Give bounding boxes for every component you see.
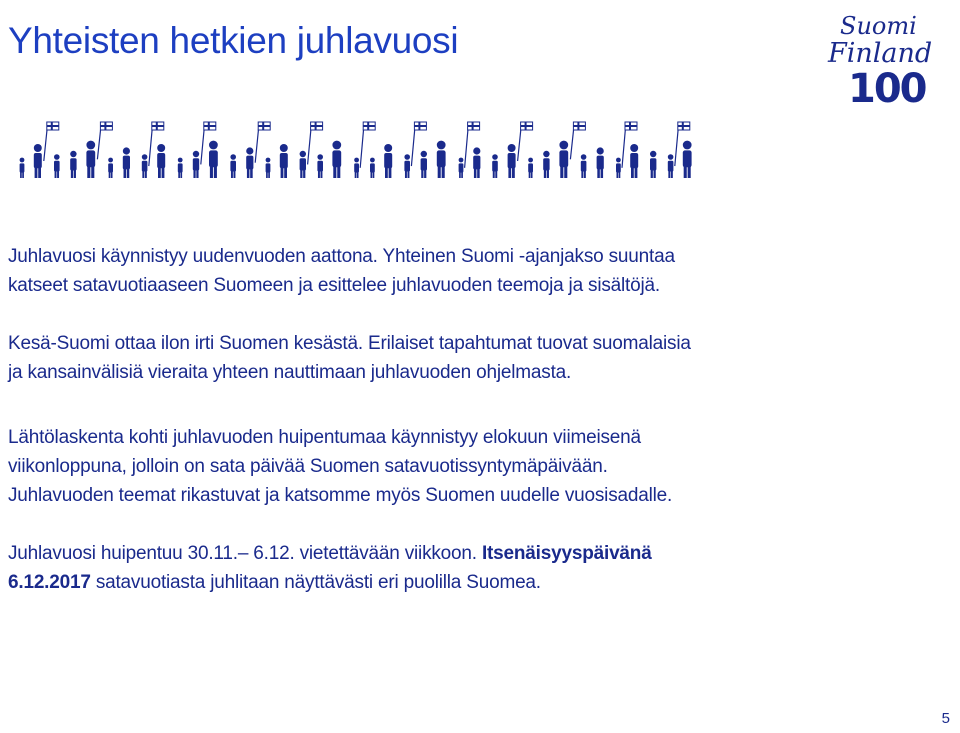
person-figure bbox=[20, 158, 25, 178]
person-figure bbox=[157, 144, 165, 178]
person-figure bbox=[178, 158, 183, 178]
crowd-with-flags-illustration bbox=[14, 118, 704, 184]
person-figure bbox=[70, 151, 76, 178]
person-figure bbox=[421, 151, 427, 178]
person-figure bbox=[384, 144, 392, 178]
person-figure bbox=[317, 154, 323, 178]
person-figure bbox=[473, 147, 480, 178]
person-figure bbox=[543, 151, 549, 178]
paragraph-1 bbox=[8, 242, 908, 300]
person-figure bbox=[266, 158, 271, 178]
person-figure bbox=[280, 144, 288, 178]
person-figure bbox=[650, 151, 656, 178]
logo-line2: Finland bbox=[828, 38, 933, 69]
closing-line-2-text: satavuotiasta juhlitaan näyttävästi eri puolilla Suomea. bbox=[90, 572, 541, 593]
person-figure bbox=[123, 147, 130, 178]
person-figure bbox=[630, 144, 638, 178]
closing-line-2-date: 6.12.2017 bbox=[8, 572, 91, 593]
person-figure bbox=[332, 141, 341, 178]
person-figure bbox=[597, 147, 604, 178]
paragraph-3-line-3: Juhlavuoden teemat rikastuvat ja katsomme myös Suomen uudelle vuosisadalle. bbox=[8, 485, 673, 506]
person-figure bbox=[492, 154, 498, 178]
closing-paragraph bbox=[8, 539, 908, 597]
logo-line3: 100 bbox=[848, 66, 926, 104]
paragraph-2-line-2: ja kansainvälisiä vieraita yhteen nauttimaan juhlavuoden ohjelmasta. bbox=[8, 362, 572, 383]
paragraph-3-line-2: viikonloppuna, jolloin on sata päivää Suomen satavuotissyntymäpäivään. bbox=[8, 456, 608, 477]
slide-title: Yhteisten hetkien juhlavuosi bbox=[8, 20, 459, 61]
paragraph-2-line-1: Kesä-Suomi ottaa ilon irti Suomen kesästä. Erilaiset tapahtumat tuovat suomalaisia bbox=[8, 333, 691, 354]
paragraph-2 bbox=[8, 329, 908, 387]
closing-line-1-bold: Itsenäisyyspäivänä bbox=[481, 543, 652, 564]
paragraph-3 bbox=[8, 423, 908, 510]
paragraph-3-line-1: Lähtölaskenta kohti juhlavuoden huipentumaa käynnistyy elokuun viimeisenä bbox=[8, 427, 641, 448]
person-figure bbox=[54, 154, 60, 178]
suomi-finland-100-logo bbox=[826, 4, 954, 104]
paragraph-1-line-2: katseet satavuotiaaseen Suomeen ja esittelee juhlavuoden teemoja ja sisältöjä. bbox=[8, 275, 660, 296]
paragraph-1-line-1: Juhlavuosi käynnistyy uudenvuoden aattona. Yhteinen Suomi -ajanjakso suuntaa bbox=[8, 246, 675, 267]
person-figure bbox=[437, 141, 446, 178]
person-figure bbox=[683, 141, 692, 178]
person-figure bbox=[209, 141, 218, 178]
person-figure bbox=[230, 154, 236, 178]
closing-line-1-text: Juhlavuosi huipentuu 30.11.– 6.12. vietettävään viikkoon. bbox=[8, 543, 482, 564]
logo-line1: Suomi bbox=[840, 12, 917, 40]
person-figure bbox=[581, 154, 587, 178]
person-figure bbox=[370, 158, 375, 178]
page-number: 5 bbox=[941, 710, 950, 727]
person-figure bbox=[528, 158, 533, 178]
person-figure bbox=[108, 158, 113, 178]
